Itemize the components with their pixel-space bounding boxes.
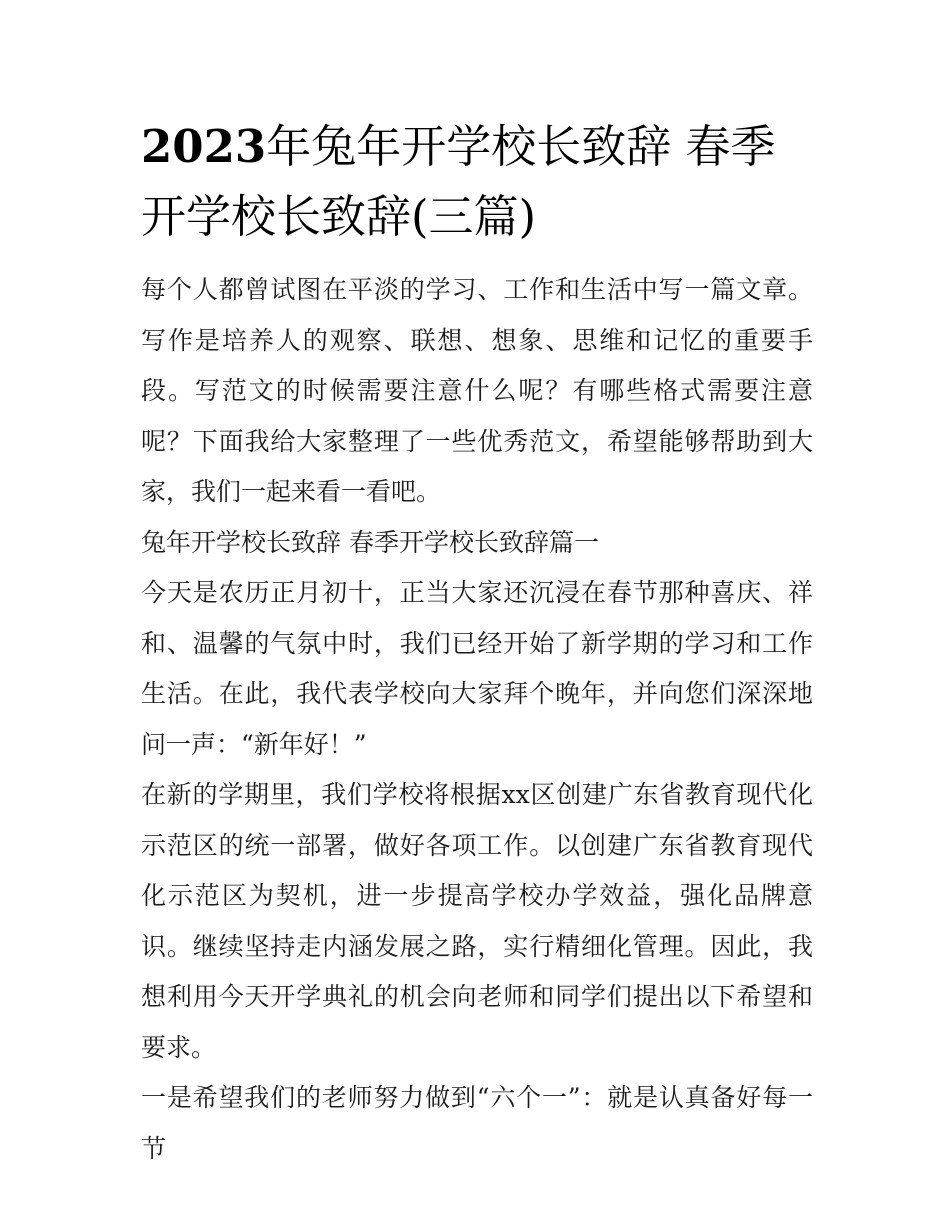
section-heading: 兔年开学校长致辞 春季开学校长致辞篇一 <box>141 527 599 557</box>
document-title <box>141 112 813 252</box>
document-body <box>141 112 813 1174</box>
title-text: 年兔年开学校长致辞 春季开学校长致辞(三篇) <box>141 120 776 243</box>
intro-paragraph: 每个人都曾试图在平淡的学习、工作和生活中写一篇文章。写作是培养人的观察、联想、想象、思维和记忆的重要手段。写范文的时候需要注意什么呢？有哪些格式需要注意呢？下面我给大家整理了一些优秀范文，希望能够帮助到大家，我们一起来看一看吧。 <box>141 275 813 506</box>
title-year: 2023 <box>141 120 267 173</box>
body-paragraph: 在新的学期里，我们学校将根据xx区创建广东省教育现代化示范区的统一部署，做好各项工作。以创建广东省教育现代化示范区为契机，进一步提高学校办学效益，强化品牌意识。继续坚持走内涵发展之路，实行精细化管理。因此，我想利用今天开学典礼的机会向老师和同学们提出以下希望和要求。 <box>141 780 813 1062</box>
body-paragraph: 今天是农历正月初十，正当大家还沉浸在春节那种喜庆、祥和、温馨的气氛中时，我们已经开始了新学期的学习和工作生活。在此，我代表学校向大家拜个晚年，并向您们深深地问一声：“新年好！” <box>141 578 813 759</box>
body-paragraph: 一是希望我们的老师努力做到“六个一”：就是认真备好每一节 <box>141 1083 813 1163</box>
